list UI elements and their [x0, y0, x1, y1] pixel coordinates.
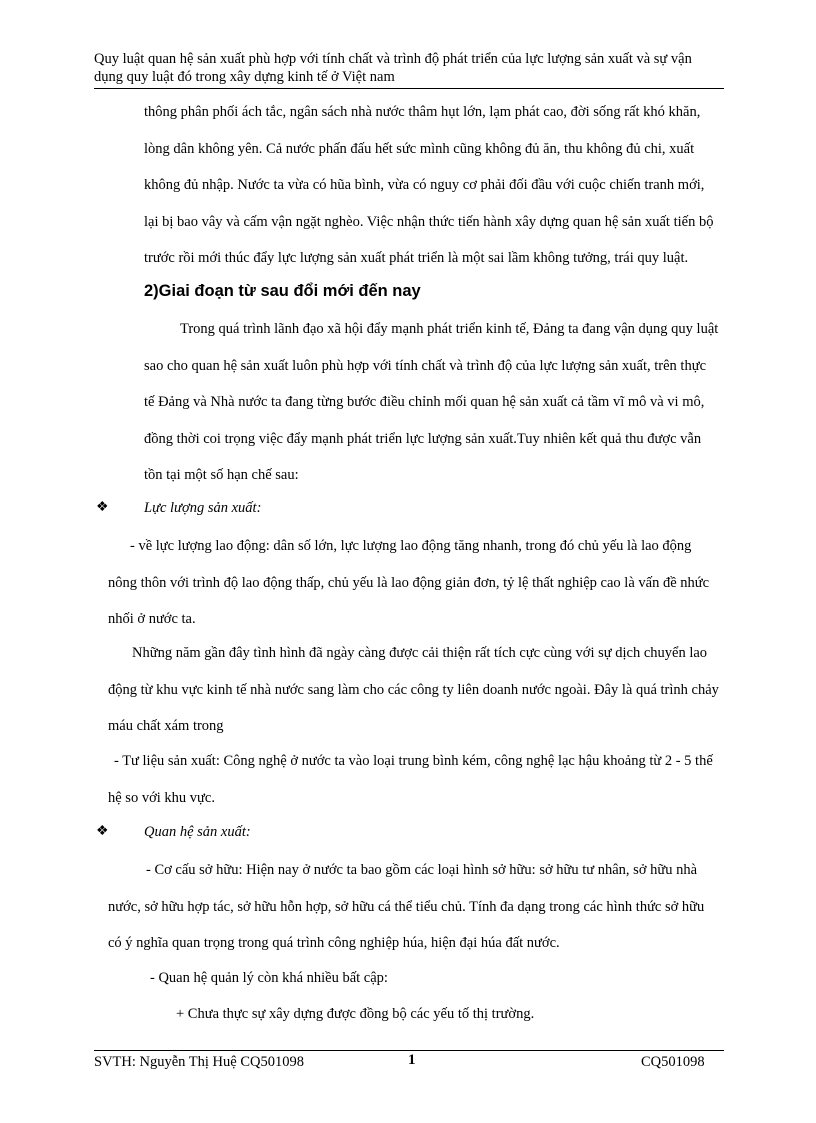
page-number: 1 [408, 1052, 416, 1068]
paragraph-1: thông phân phối ách tắc, ngân sách nhà nước thâm hụt lớn, lạm phát cao, đời sống rất khó khăn, lòng dân không yên. Cả nước phấn đấu hết sức mình cũng không đủ ăn, thu không đủ chi, xuất không đủ nhập. Nước ta vừa có hũa bình, vừa có nguy cơ phải đối đầu với cuộc chiến tranh mới, lại bị bao vây và cấm vận ngặt nghèo. Việc nhận thức tiến hành xây dựng quan hệ sản xuất tiến bộ trước rồi mới thúc đẩy lực lượng sản xuất phát triển là một sai lầm không tưởng, trái quy luật. [144, 104, 714, 266]
footer-author: SVTH: Nguyễn Thị Huệ CQ501098 [94, 1054, 304, 1070]
header-divider [94, 88, 724, 89]
bullet-label: Quan hệ sản xuất: [144, 824, 251, 840]
diamond-bullet-icon: ❖ [96, 500, 109, 515]
diamond-bullet-icon: ❖ [96, 824, 109, 839]
bullet-production-relations [96, 824, 251, 841]
bullet-productive-forces [96, 500, 262, 517]
footer-code: CQ501098 [641, 1054, 705, 1070]
paragraph-4: Những năm gần đây tình hình đã ngày càng được cải thiện rất tích cực cùng với sự dịch chuyển lao động từ khu vực kinh tế nhà nước sang làm cho các công ty liên doanh nước ngoài. Đây là quá trình chảy máu chất xám trong [108, 645, 719, 734]
paragraph-6: - Cơ cấu sở hữu: Hiện nay ở nước ta bao gồm các loại hình sở hữu: sở hữu tư nhân, sở hữu nhà nước, sở hữu hợp tác, sở hữu hỗn hợp, sở hữu cá thể tiểu chủ. Tính đa dạng trong các hình thức sở hữu có ý nghĩa quan trọng trong quá trình công nghiệp húa, hiện đại húa đất nước. [108, 862, 705, 951]
footer-divider [94, 1050, 724, 1051]
paragraph-2: Trong quá trình lãnh đạo xã hội đẩy mạnh phát triển kinh tế, Đảng ta đang vận dụng quy luật sao cho quan hệ sản xuất luôn phù hợp với tính chất và trình độ của lực lượng sản xuất, trên thực tế Đảng và Nhà nước ta đang từng bước điều chỉnh mối quan hệ sản xuất cả tầm vĩ mô và vi mô, đồng thời coi trọng việc đẩy mạnh phát triển lực lượng sản xuất.Tuy nhiên kết quả thu được vẫn tồn tại một số hạn chế sau: [144, 321, 719, 483]
paragraph-8: + Chưa thực sự xây dựng được đồng bộ các yếu tố thị trường. [176, 1006, 535, 1022]
bullet-label: Lực lượng sản xuất: [144, 500, 262, 516]
section-heading: 2)Giai đoạn từ sau đổi mới đến nay [144, 282, 421, 300]
paragraph-7: - Quan hệ quản lý còn khá nhiều bất cập: [150, 970, 388, 986]
paragraph-3: - về lực lượng lao động: dân số lớn, lực lượng lao động tăng nhanh, trong đó chủ yếu là lao động nông thôn với trình độ lao động thấp, chủ yếu là lao động giản đơn, tỷ lệ thất nghiệp cao là vấn đề nhức nhối ở nước ta. [108, 538, 710, 627]
page-header: Quy luật quan hệ sản xuất phù hợp với tính chất và trình độ phát triển của lực lượng sản xuất và sự vận dụng quy luật đó trong xây dựng kinh tế ở Việt nam [94, 51, 692, 85]
paragraph-5: - Tư liệu sản xuất: Công nghệ ở nước ta vào loại trung bình kém, công nghệ lạc hậu khoảng từ 2 - 5 thế hệ so với khu vực. [108, 753, 713, 806]
